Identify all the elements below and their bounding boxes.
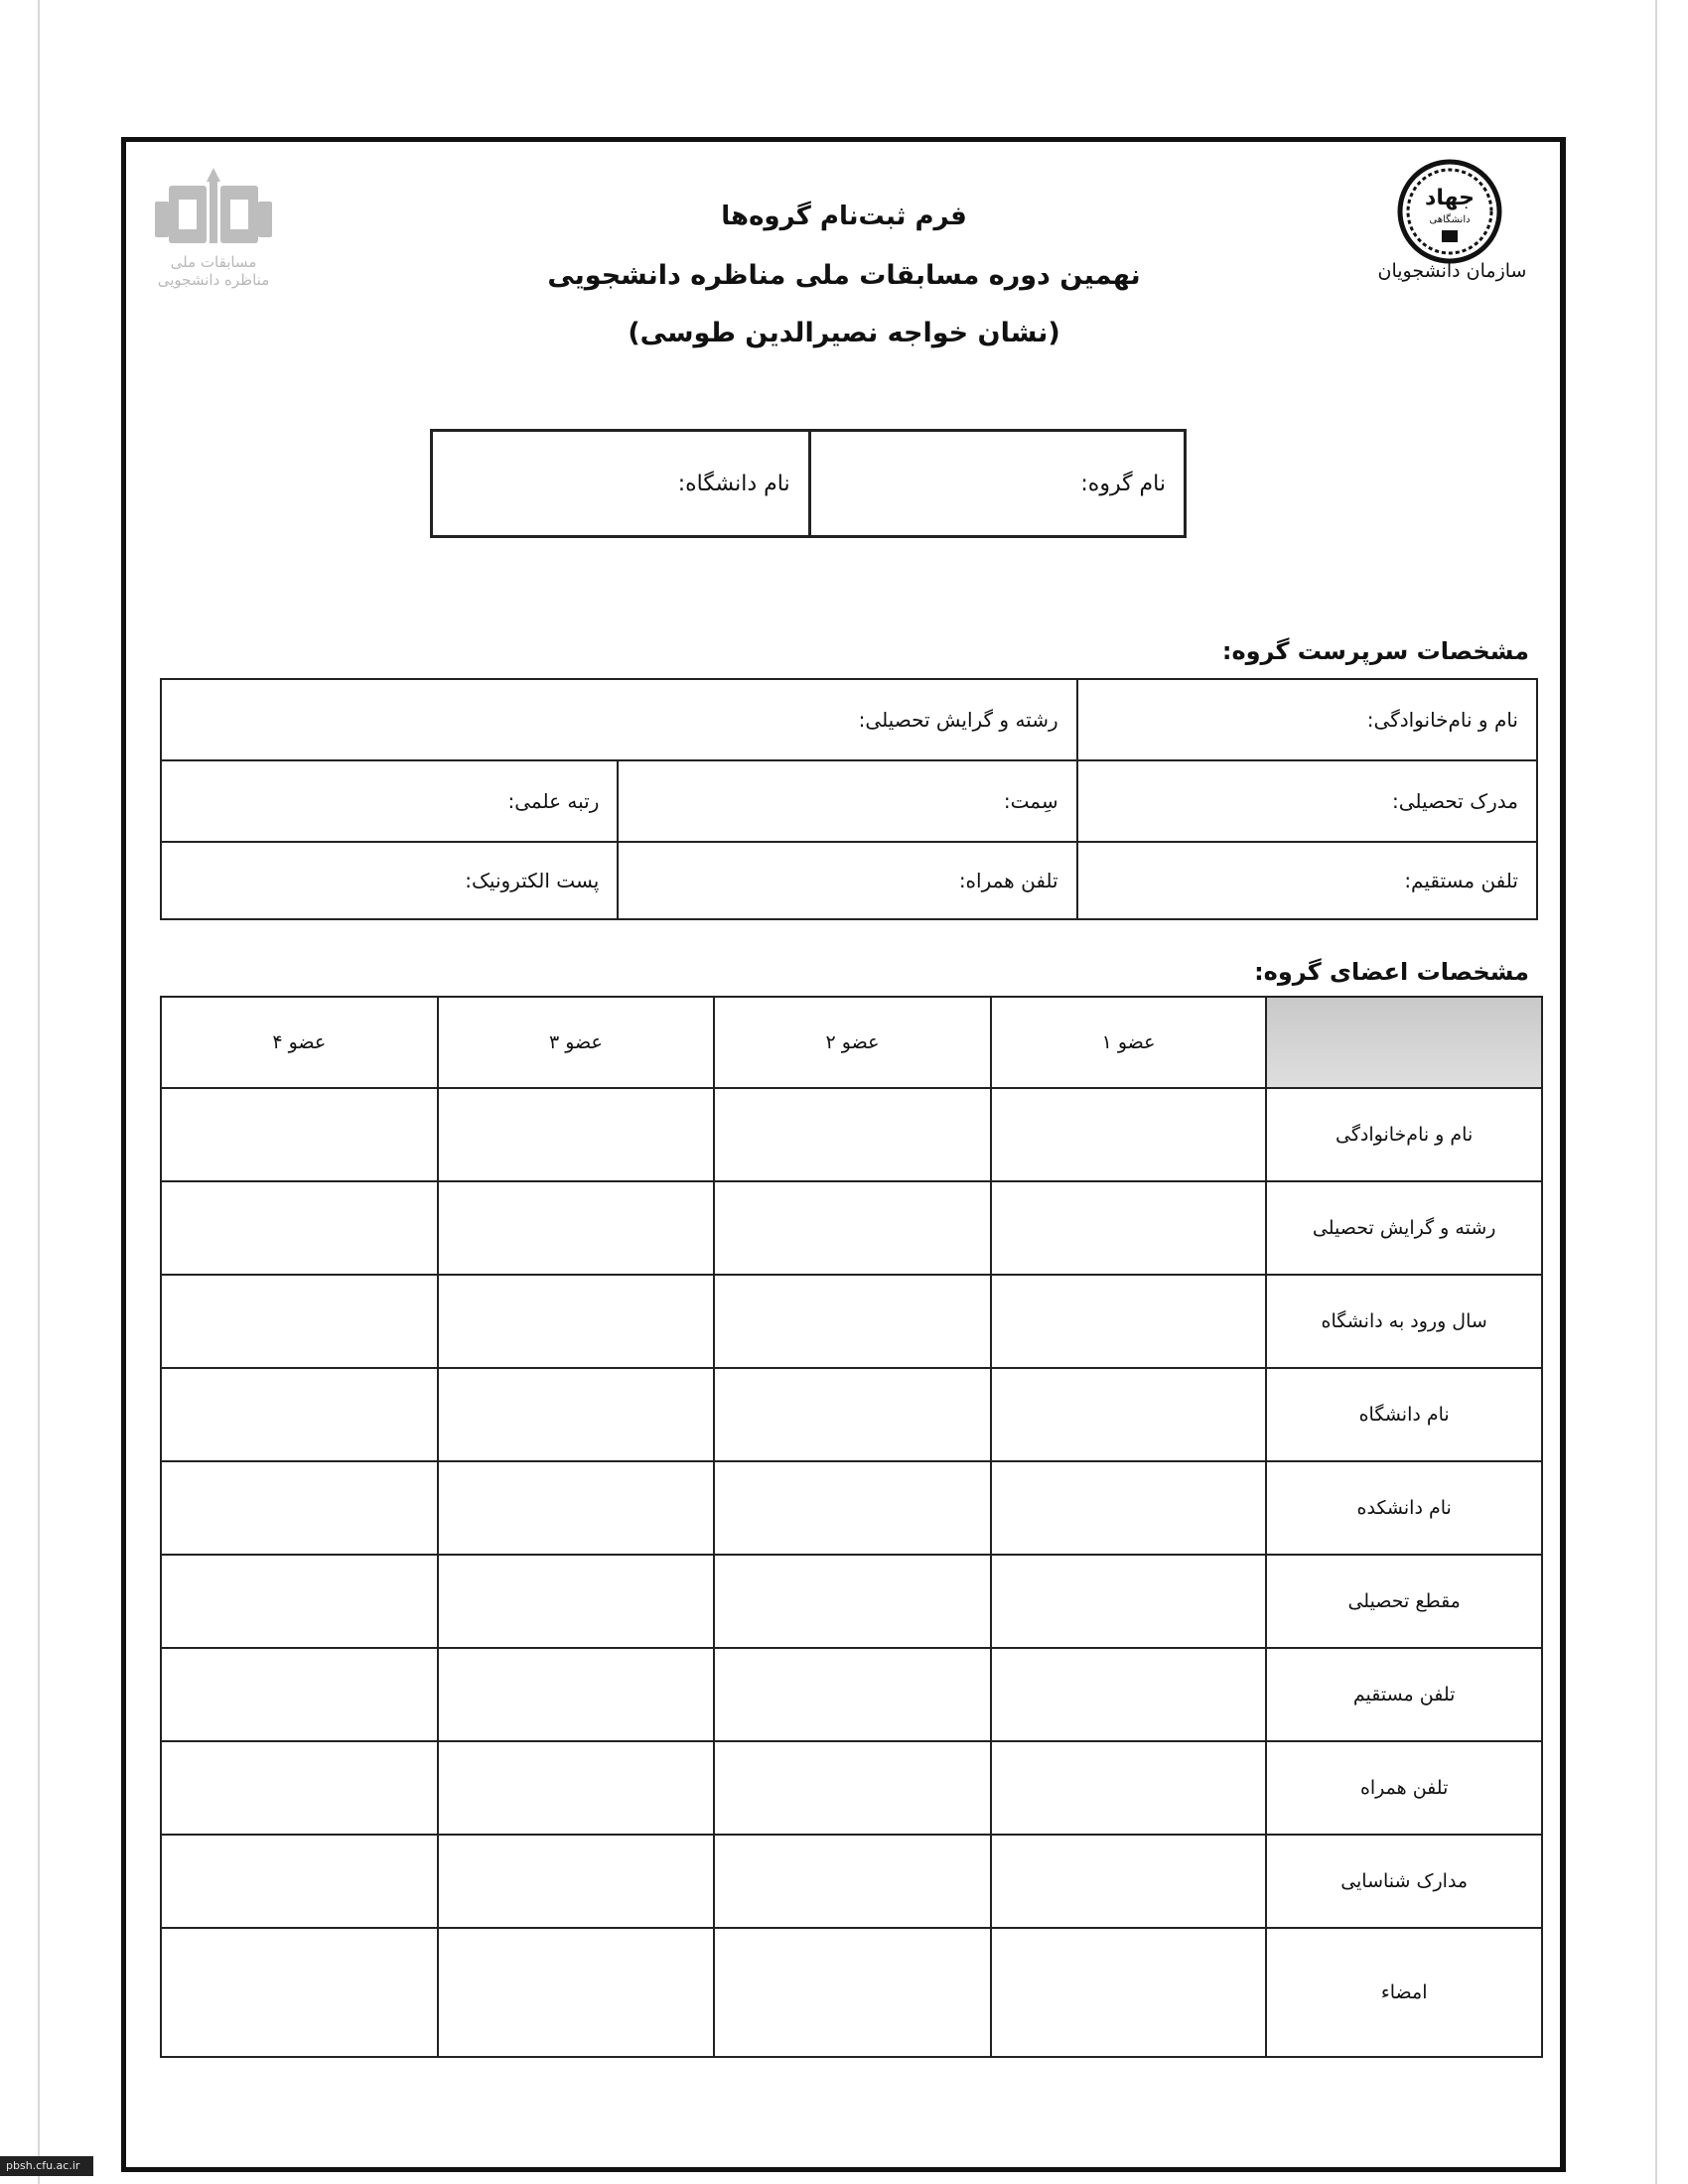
row-label-faculty: نام دانشکده bbox=[1266, 1461, 1542, 1555]
member-3-field-cell[interactable] bbox=[438, 1181, 715, 1275]
supervisor-degree-field[interactable]: مدرک تحصیلی: bbox=[1077, 760, 1537, 842]
member-3-header: عضو ۳ bbox=[438, 997, 715, 1088]
member-3-name-cell[interactable] bbox=[438, 1088, 715, 1181]
supervisor-rank-field[interactable]: رتبه علمی: bbox=[161, 760, 618, 842]
member-1-phone-cell[interactable] bbox=[991, 1648, 1267, 1741]
member-4-faculty-cell[interactable] bbox=[161, 1461, 438, 1555]
member-3-mobile-cell[interactable] bbox=[438, 1741, 715, 1835]
member-2-name-cell[interactable] bbox=[714, 1088, 991, 1181]
member-4-header: عضو ۴ bbox=[161, 997, 438, 1088]
supervisor-email-field[interactable]: پست الکترونیک: bbox=[161, 842, 618, 919]
member-2-header: عضو ۲ bbox=[714, 997, 991, 1088]
supervisor-field-of-study[interactable]: رشته و گرایش تحصیلی: bbox=[161, 679, 1077, 760]
member-1-field-cell[interactable] bbox=[991, 1181, 1267, 1275]
row-label-entry-year: سال ورود به دانشگاه bbox=[1266, 1275, 1542, 1368]
member-1-degree-cell[interactable] bbox=[991, 1555, 1267, 1648]
member-4-mobile-cell[interactable] bbox=[161, 1741, 438, 1835]
row-label-signature: امضاء bbox=[1266, 1928, 1542, 2057]
scan-left-edge bbox=[38, 0, 40, 2184]
member-1-mobile-cell[interactable] bbox=[991, 1741, 1267, 1835]
group-info-table bbox=[430, 429, 1187, 538]
row-label-name: نام و نام‌خانوادگی bbox=[1266, 1088, 1542, 1181]
supervisor-phone-field[interactable]: تلفن مستقیم: bbox=[1077, 842, 1537, 919]
row-label-university: نام دانشگاه bbox=[1266, 1368, 1542, 1461]
form-title: فرم ثبت‌نام گروه‌ها bbox=[721, 202, 967, 231]
member-2-faculty-cell[interactable] bbox=[714, 1461, 991, 1555]
member-1-university-cell[interactable] bbox=[991, 1368, 1267, 1461]
site-watermark: pbsh.cfu.ac.ir bbox=[0, 2156, 93, 2176]
competition-title: نهمین دوره مسابقات ملی مناظره دانشجویی bbox=[547, 260, 1141, 291]
supervisor-name-field[interactable]: نام و نام‌خانوادگی: bbox=[1077, 679, 1537, 760]
members-section-title: مشخصات اعضای گروه: bbox=[1254, 958, 1529, 986]
supervisor-section-title: مشخصات سرپرست گروه: bbox=[1221, 637, 1529, 665]
row-label-field: رشته و گرایش تحصیلی bbox=[1266, 1181, 1542, 1275]
member-1-header: عضو ۱ bbox=[991, 997, 1267, 1088]
member-1-entry-year-cell[interactable] bbox=[991, 1275, 1267, 1368]
award-title: (نشان خواجه نصیرالدین طوسی) bbox=[628, 318, 1060, 348]
supervisor-mobile-field[interactable]: تلفن همراه: bbox=[618, 842, 1076, 919]
member-4-name-cell[interactable] bbox=[161, 1088, 438, 1181]
member-4-university-cell[interactable] bbox=[161, 1368, 438, 1461]
member-3-university-cell[interactable] bbox=[438, 1368, 715, 1461]
jahad-logo bbox=[1395, 157, 1504, 266]
member-2-phone-cell[interactable] bbox=[714, 1648, 991, 1741]
member-2-university-cell[interactable] bbox=[714, 1368, 991, 1461]
member-3-degree-cell[interactable] bbox=[438, 1555, 715, 1648]
member-1-name-cell[interactable] bbox=[991, 1088, 1267, 1181]
member-4-documents-cell[interactable] bbox=[161, 1835, 438, 1928]
members-header-corner bbox=[1266, 997, 1542, 1088]
member-3-entry-year-cell[interactable] bbox=[438, 1275, 715, 1368]
member-4-entry-year-cell[interactable] bbox=[161, 1275, 438, 1368]
university-name-field[interactable]: نام دانشگاه: bbox=[432, 431, 810, 537]
member-2-signature-cell[interactable] bbox=[714, 1928, 991, 2057]
debate-competition-logo bbox=[149, 164, 278, 293]
row-label-mobile: تلفن همراه bbox=[1266, 1741, 1542, 1835]
row-label-id-documents: مدارک شناسایی bbox=[1266, 1835, 1542, 1928]
member-4-field-cell[interactable] bbox=[161, 1181, 438, 1275]
supervisor-position-field[interactable]: سِمت: bbox=[618, 760, 1076, 842]
member-4-phone-cell[interactable] bbox=[161, 1648, 438, 1741]
book-emblem-icon bbox=[149, 164, 278, 253]
member-2-documents-cell[interactable] bbox=[714, 1835, 991, 1928]
logo-text: جهاد bbox=[1425, 186, 1475, 210]
member-1-faculty-cell[interactable] bbox=[991, 1461, 1267, 1555]
member-3-documents-cell[interactable] bbox=[438, 1835, 715, 1928]
row-label-degree-level: مقطع تحصیلی bbox=[1266, 1555, 1542, 1648]
member-1-documents-cell[interactable] bbox=[991, 1835, 1267, 1928]
member-2-degree-cell[interactable] bbox=[714, 1555, 991, 1648]
member-2-entry-year-cell[interactable] bbox=[714, 1275, 991, 1368]
member-4-degree-cell[interactable] bbox=[161, 1555, 438, 1648]
member-3-signature-cell[interactable] bbox=[438, 1928, 715, 2057]
member-3-faculty-cell[interactable] bbox=[438, 1461, 715, 1555]
scan-right-edge bbox=[1655, 0, 1657, 2184]
group-name-field[interactable]: نام گروه: bbox=[809, 431, 1185, 537]
member-4-signature-cell[interactable] bbox=[161, 1928, 438, 2057]
logo-subtext: دانشگاهی bbox=[1429, 214, 1471, 225]
member-2-mobile-cell[interactable] bbox=[714, 1741, 991, 1835]
supervisor-table bbox=[160, 678, 1538, 920]
logo-caption-2: مناظره دانشجویی bbox=[157, 271, 270, 289]
members-table bbox=[160, 996, 1543, 2058]
member-2-field-cell[interactable] bbox=[714, 1181, 991, 1275]
member-1-signature-cell[interactable] bbox=[991, 1928, 1267, 2057]
logo-caption-1: مسابقات ملی bbox=[170, 253, 257, 271]
member-3-phone-cell[interactable] bbox=[438, 1648, 715, 1741]
organization-name: سازمان دانشجویان bbox=[1377, 260, 1527, 282]
row-label-phone: تلفن مستقیم bbox=[1266, 1648, 1542, 1741]
